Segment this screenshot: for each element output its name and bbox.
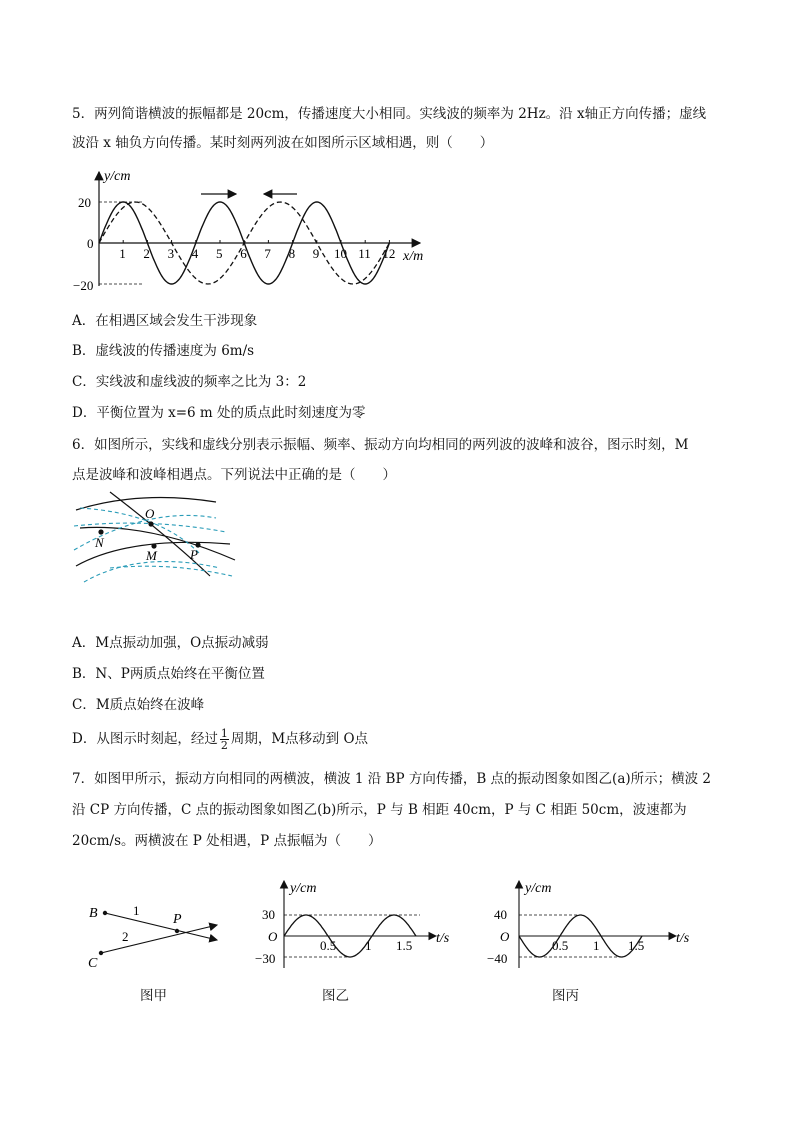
q6-stem-line2: 点是波峰和波峰相遇点。下列说法中正确的是（ ）: [72, 467, 396, 483]
yi-origin: O: [268, 929, 278, 944]
q5-xtick-label: 7: [264, 246, 271, 261]
q5-xtick-label: 4: [191, 246, 199, 261]
q5-ytick-20: 20: [78, 195, 91, 210]
q6-interference-diagram: [70, 488, 240, 593]
q5-option-d: D．平衡位置为 x=6 m 处的质点此时刻速度为零: [72, 405, 366, 421]
q5-stem-line1: 5．两列简谐横波的振幅都是 20cm，传播速度大小相同。实线波的频率为 2Hz。沿 x轴正方向传播；虚线: [72, 106, 707, 122]
q5-option-b: B．虚线波的传播速度为 6m/s: [72, 343, 255, 359]
fig-jia: [80, 895, 230, 970]
label-1: 1: [133, 903, 140, 918]
q5-stem-line2: 波沿 x 轴负方向传播。某时刻两列波在如图所示区域相遇，则（ ）: [72, 135, 494, 151]
q6-option-d: [72, 728, 368, 751]
q5-option-c: C．实线波和虚线波的频率之比为 3：2: [72, 374, 307, 390]
point-n: [98, 529, 103, 534]
fig-bing-caption: 图丙: [552, 988, 579, 1004]
label-c: C: [88, 956, 98, 970]
q5-xtick-label: 3: [167, 246, 175, 261]
q5-xtick-label: 10: [334, 246, 347, 261]
q7-stem-line2: 沿 CP 方向传播，C 点的振动图象如图乙(b)所示，P 与 B 相距 40cm，P 与 C 相距 50cm，波速都为: [72, 802, 687, 818]
yi-y-label: y/cm: [290, 881, 317, 896]
q6-stem-line1: 6．如图所示，实线和虚线分别表示振幅、频率、振动方向均相同的两列波的波峰和波谷，图示时刻，M: [72, 437, 689, 453]
q6-option-c: C．M质点始终在波峰: [72, 697, 205, 713]
bing-ytick-neg40: −40: [487, 951, 508, 966]
q7-stem-line3: 20cm/s。两横波在 P 处相遇，P 点振幅为（ ）: [72, 833, 382, 849]
bing-xtick-05: 0.5: [552, 938, 569, 953]
yi-x-label: t/s: [436, 931, 450, 946]
q5-xtick-label: 6: [240, 246, 247, 261]
q6-option-a: A．M点振动加强，O点振动减弱: [72, 635, 269, 651]
yi-xtick-1: 1: [365, 938, 372, 953]
fig-jia-caption: 图甲: [140, 988, 167, 1004]
bing-ytick-40: 40: [494, 907, 507, 922]
fig-yi-caption: 图乙: [322, 988, 349, 1004]
q5-xtick-label: 9: [312, 246, 320, 261]
q7-stem-line1: 7．如图甲所示，振动方向相同的两横波，横波 1 沿 BP 方向传播，B 点的振动图象如图乙(a)所示；横波 2: [72, 771, 712, 787]
yi-ytick-30: 30: [262, 907, 275, 922]
label-p: P: [190, 547, 198, 562]
q5-x-label: x/m: [403, 249, 424, 264]
bing-xtick-1: 1: [593, 938, 600, 953]
q5-xtick-label: 5: [216, 246, 223, 261]
bing-x-label: t/s: [676, 931, 690, 946]
point-o: [148, 521, 153, 526]
q5-xtick-label: 1: [119, 246, 126, 261]
q5-ytick-0: 0: [87, 236, 94, 251]
yi-xtick-05: 0.5: [320, 938, 337, 953]
label-o: O: [145, 506, 155, 521]
bing-origin: O: [500, 929, 510, 944]
label-b: B: [89, 906, 98, 921]
q5-xtick-label: 2: [143, 246, 150, 261]
label-2: 2: [122, 929, 129, 944]
q5-y-label: y/cm: [104, 169, 131, 184]
bing-xtick-15: 1.5: [628, 938, 645, 953]
q6-option-d-part1: D．从图示时刻起，经过: [72, 731, 218, 747]
q6-option-d-part2: 周期，M点移动到 O点: [230, 731, 369, 747]
q5-xtick-label: 8: [288, 246, 296, 261]
q5-option-a: A．在相遇区域会发生干涉现象: [72, 313, 258, 329]
fig-yi: [250, 878, 460, 973]
bing-y-label: y/cm: [525, 881, 552, 896]
q5-ytick-neg20: −20: [73, 278, 94, 293]
q6-option-b: B．N、P两质点始终在平衡位置: [72, 666, 265, 682]
q5-xtick-label: 11: [358, 246, 371, 261]
label-p7: P: [173, 912, 182, 927]
yi-ytick-neg30: −30: [255, 951, 276, 966]
label-n: N: [95, 535, 104, 550]
label-m: M: [146, 548, 157, 563]
q5-wave-graph: [70, 164, 450, 299]
fig-bing: [480, 878, 700, 973]
half-fraction: $\frac{1}{2}$: [220, 727, 228, 752]
q5-xtick-label: 12: [382, 246, 396, 261]
yi-xtick-15: 1.5: [396, 938, 413, 953]
